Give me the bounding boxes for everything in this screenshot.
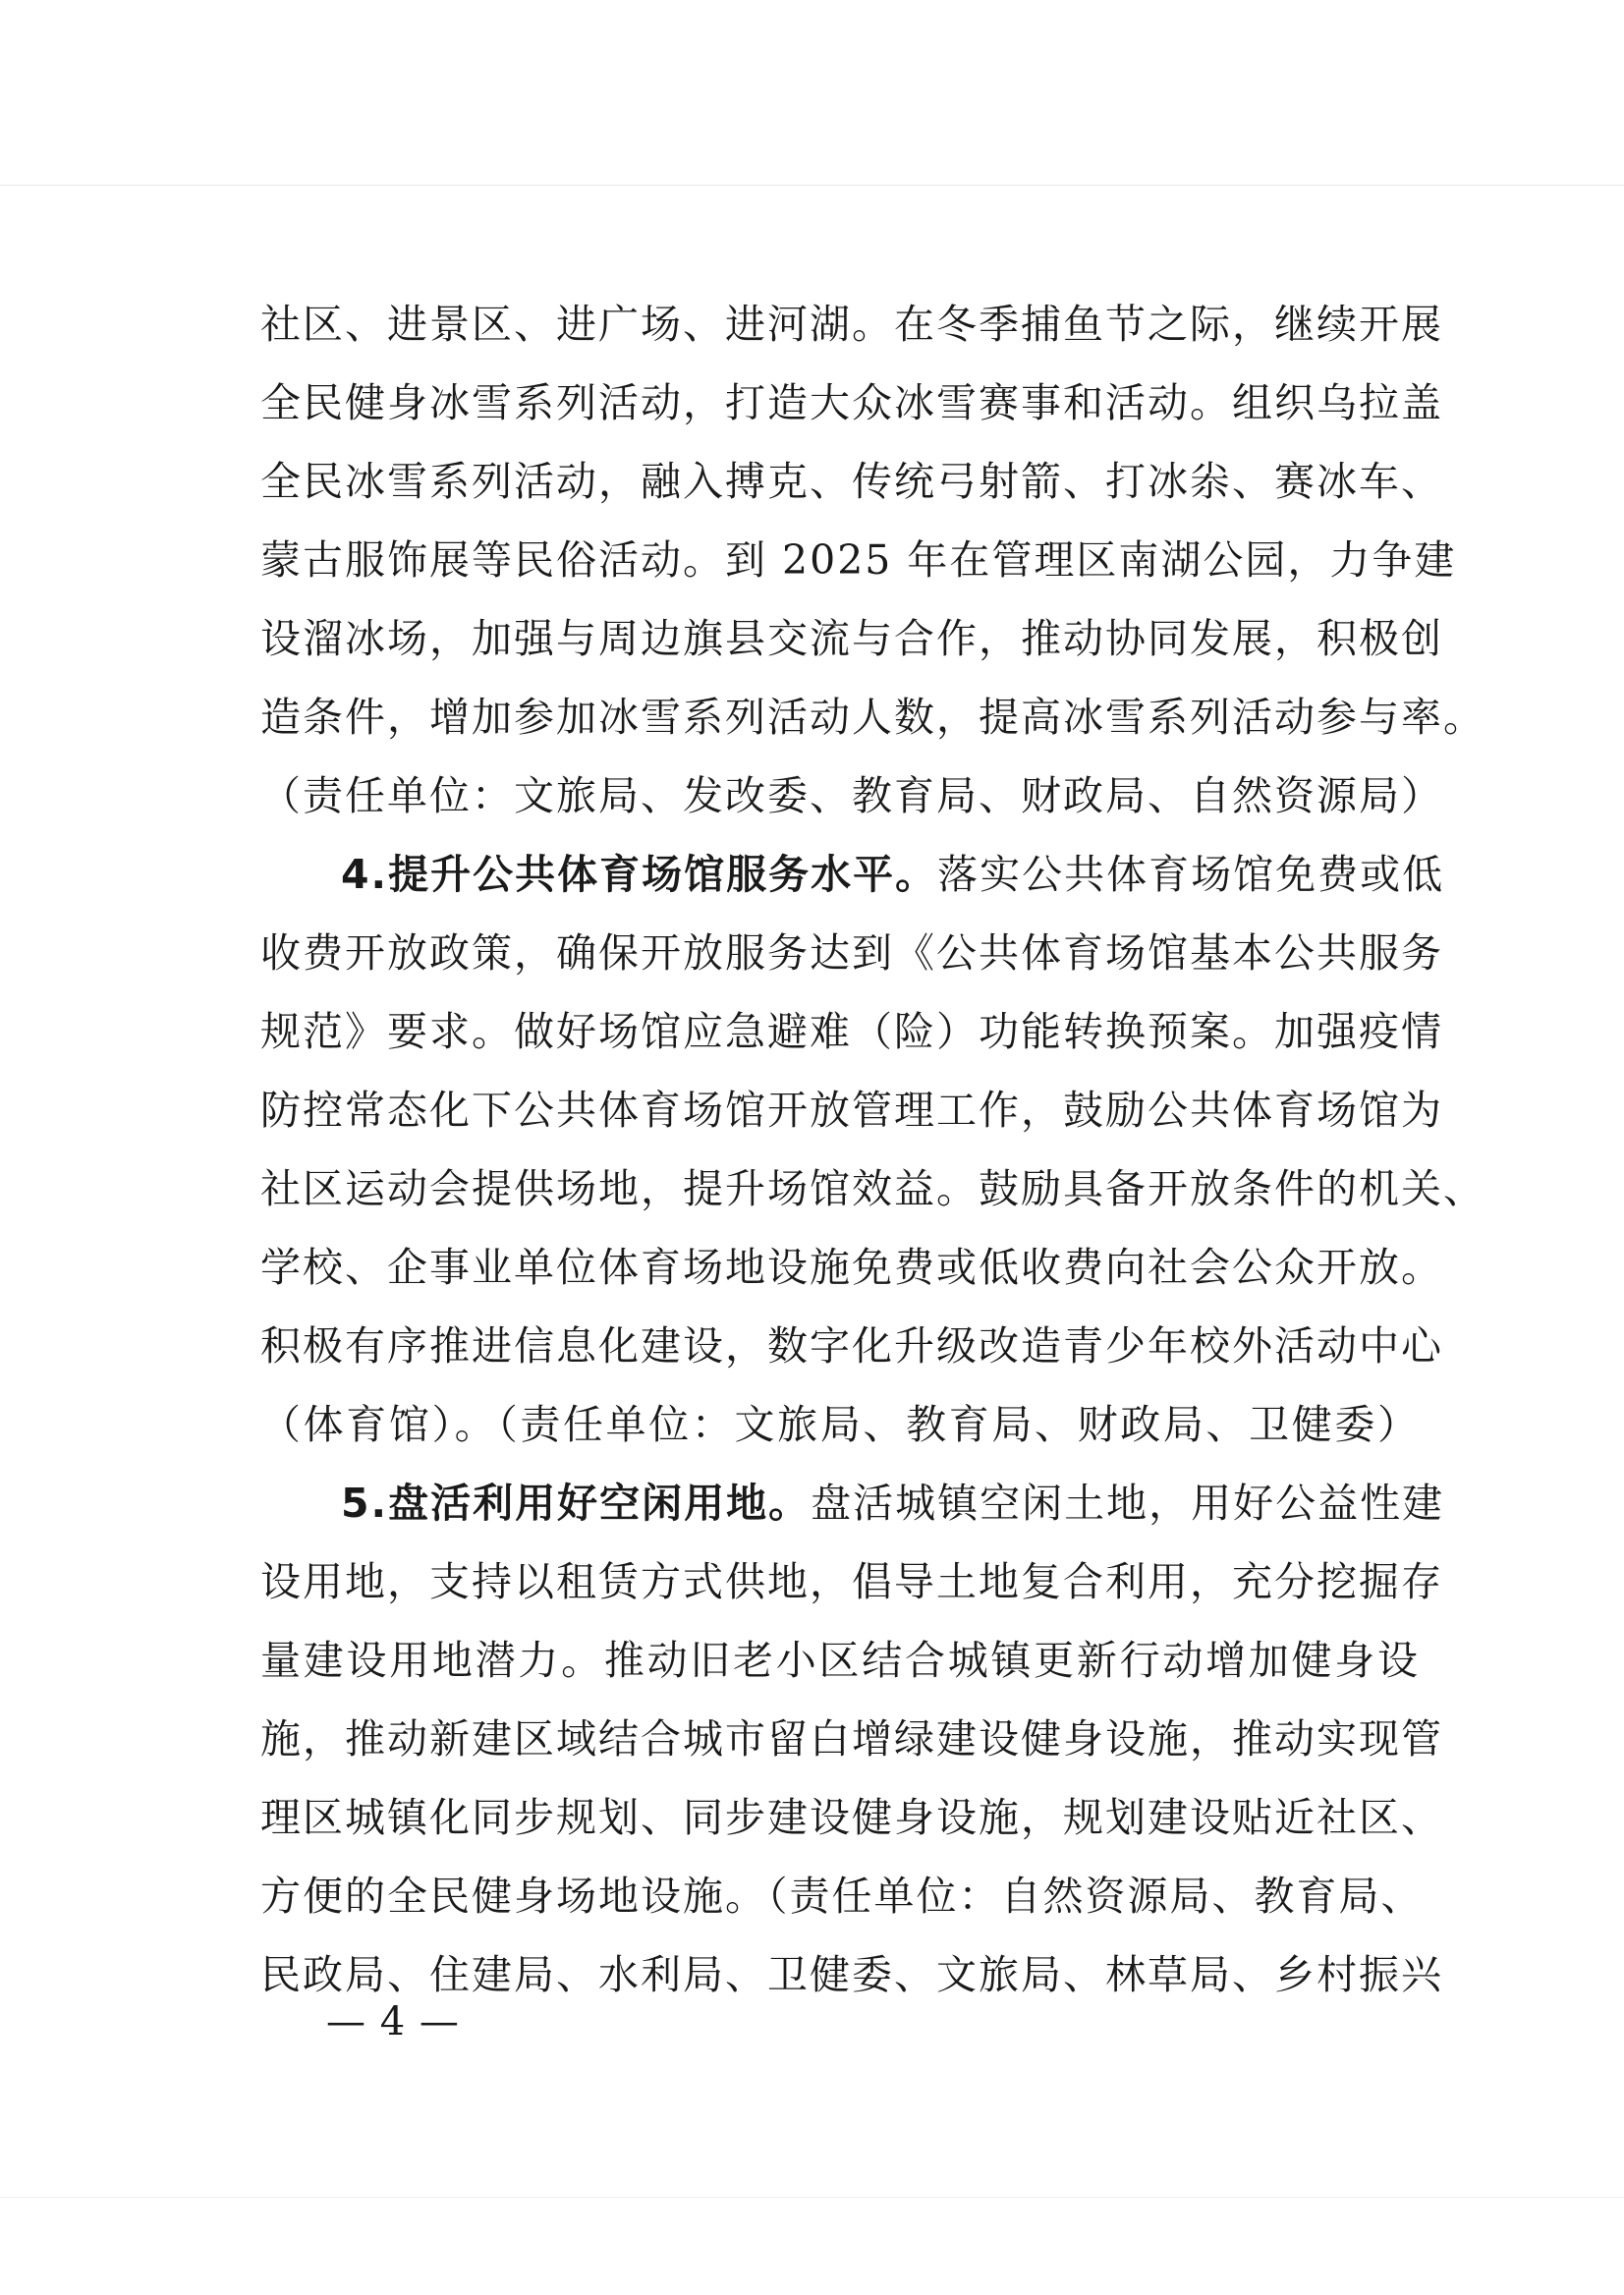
document-body [260,285,1485,2014]
text-line: 规范》要求。做好场馆应急避难（险）功能转换预案。加强疫情 [260,1008,1443,1055]
text-line: 积极有序推进信息化建设，数字化升级改造青少年校外活动中心 [260,1322,1443,1370]
page-number: — 4 — [326,1999,460,2044]
text-line: 设用地，支持以租赁方式供地，倡导土地复合利用，充分挖掘存 [260,1558,1443,1605]
section-5-heading: 5.盘活利用好空闲用地。 [341,1480,812,1527]
text-line: 理区城镇化同步规划、同步建设健身设施，规划建设贴近社区、 [260,1794,1443,1841]
text-line: 收费开放政策，确保开放服务达到《公共体育场馆基本公共服务 [260,929,1443,977]
section-5-text: 盘活城镇空闲土地，用好公益性建 [811,1480,1445,1527]
scan-edge-top [0,185,1624,186]
text-line: 方便的全民健身场地设施。（责任单位：自然资源局、教育局、 [260,1873,1424,1920]
text-line: 量建设用地潜力。推动旧老小区结合城镇更新行动增加健身设 [260,1637,1420,1684]
section-4-heading: 4.提升公共体育场馆服务水平。 [341,851,938,898]
section-4-text: 落实公共体育场馆免费或低 [937,851,1445,898]
text-line: 防控常态化下公共体育场馆开放管理工作，鼓励公共体育场馆为 [260,1087,1443,1134]
text-line: 施，推动新建区域结合城市留白增绿建设健身设施，推动实现管 [260,1715,1443,1763]
text-line: 民政局、住建局、水利局、卫健委、文旅局、林草局、乡村振兴 [260,1951,1443,1998]
section-4-heading-line [260,835,1445,914]
section-5-heading-line [260,1464,1445,1542]
text-line: （体育馆）。（责任单位：文旅局、教育局、财政局、卫健委） [260,1401,1420,1448]
text-line: 全民冰雪系列活动，融入搏克、传统弓射箭、打冰尜、赛冰车、 [260,458,1443,505]
text-line: 社区、进景区、进广场、进河湖。在冬季捕鱼节之际，继续开展 [260,301,1443,348]
text-line: 全民健身冰雪系列活动，打造大众冰雪赛事和活动。组织乌拉盖 [260,379,1443,426]
text-line: 蒙古服饰展等民俗活动。到 2025 年在管理区南湖公园，力争建 [260,536,1457,584]
text-line: 学校、企事业单位体育场地设施免费或低收费向社会公众开放。 [260,1244,1443,1291]
text-line: 设溜冰场，加强与周边旗县交流与合作，推动协同发展，积极创 [260,615,1443,662]
text-line: （责任单位：文旅局、发改委、教育局、财政局、自然资源局） [260,772,1443,819]
text-line: 社区运动会提供场地，提升场馆效益。鼓励具备开放条件的机关、 [260,1165,1485,1212]
text-line: 造条件，增加参加冰雪系列活动人数，提高冰雪系列活动参与率。 [260,694,1485,741]
scan-edge-bottom [0,2197,1624,2198]
